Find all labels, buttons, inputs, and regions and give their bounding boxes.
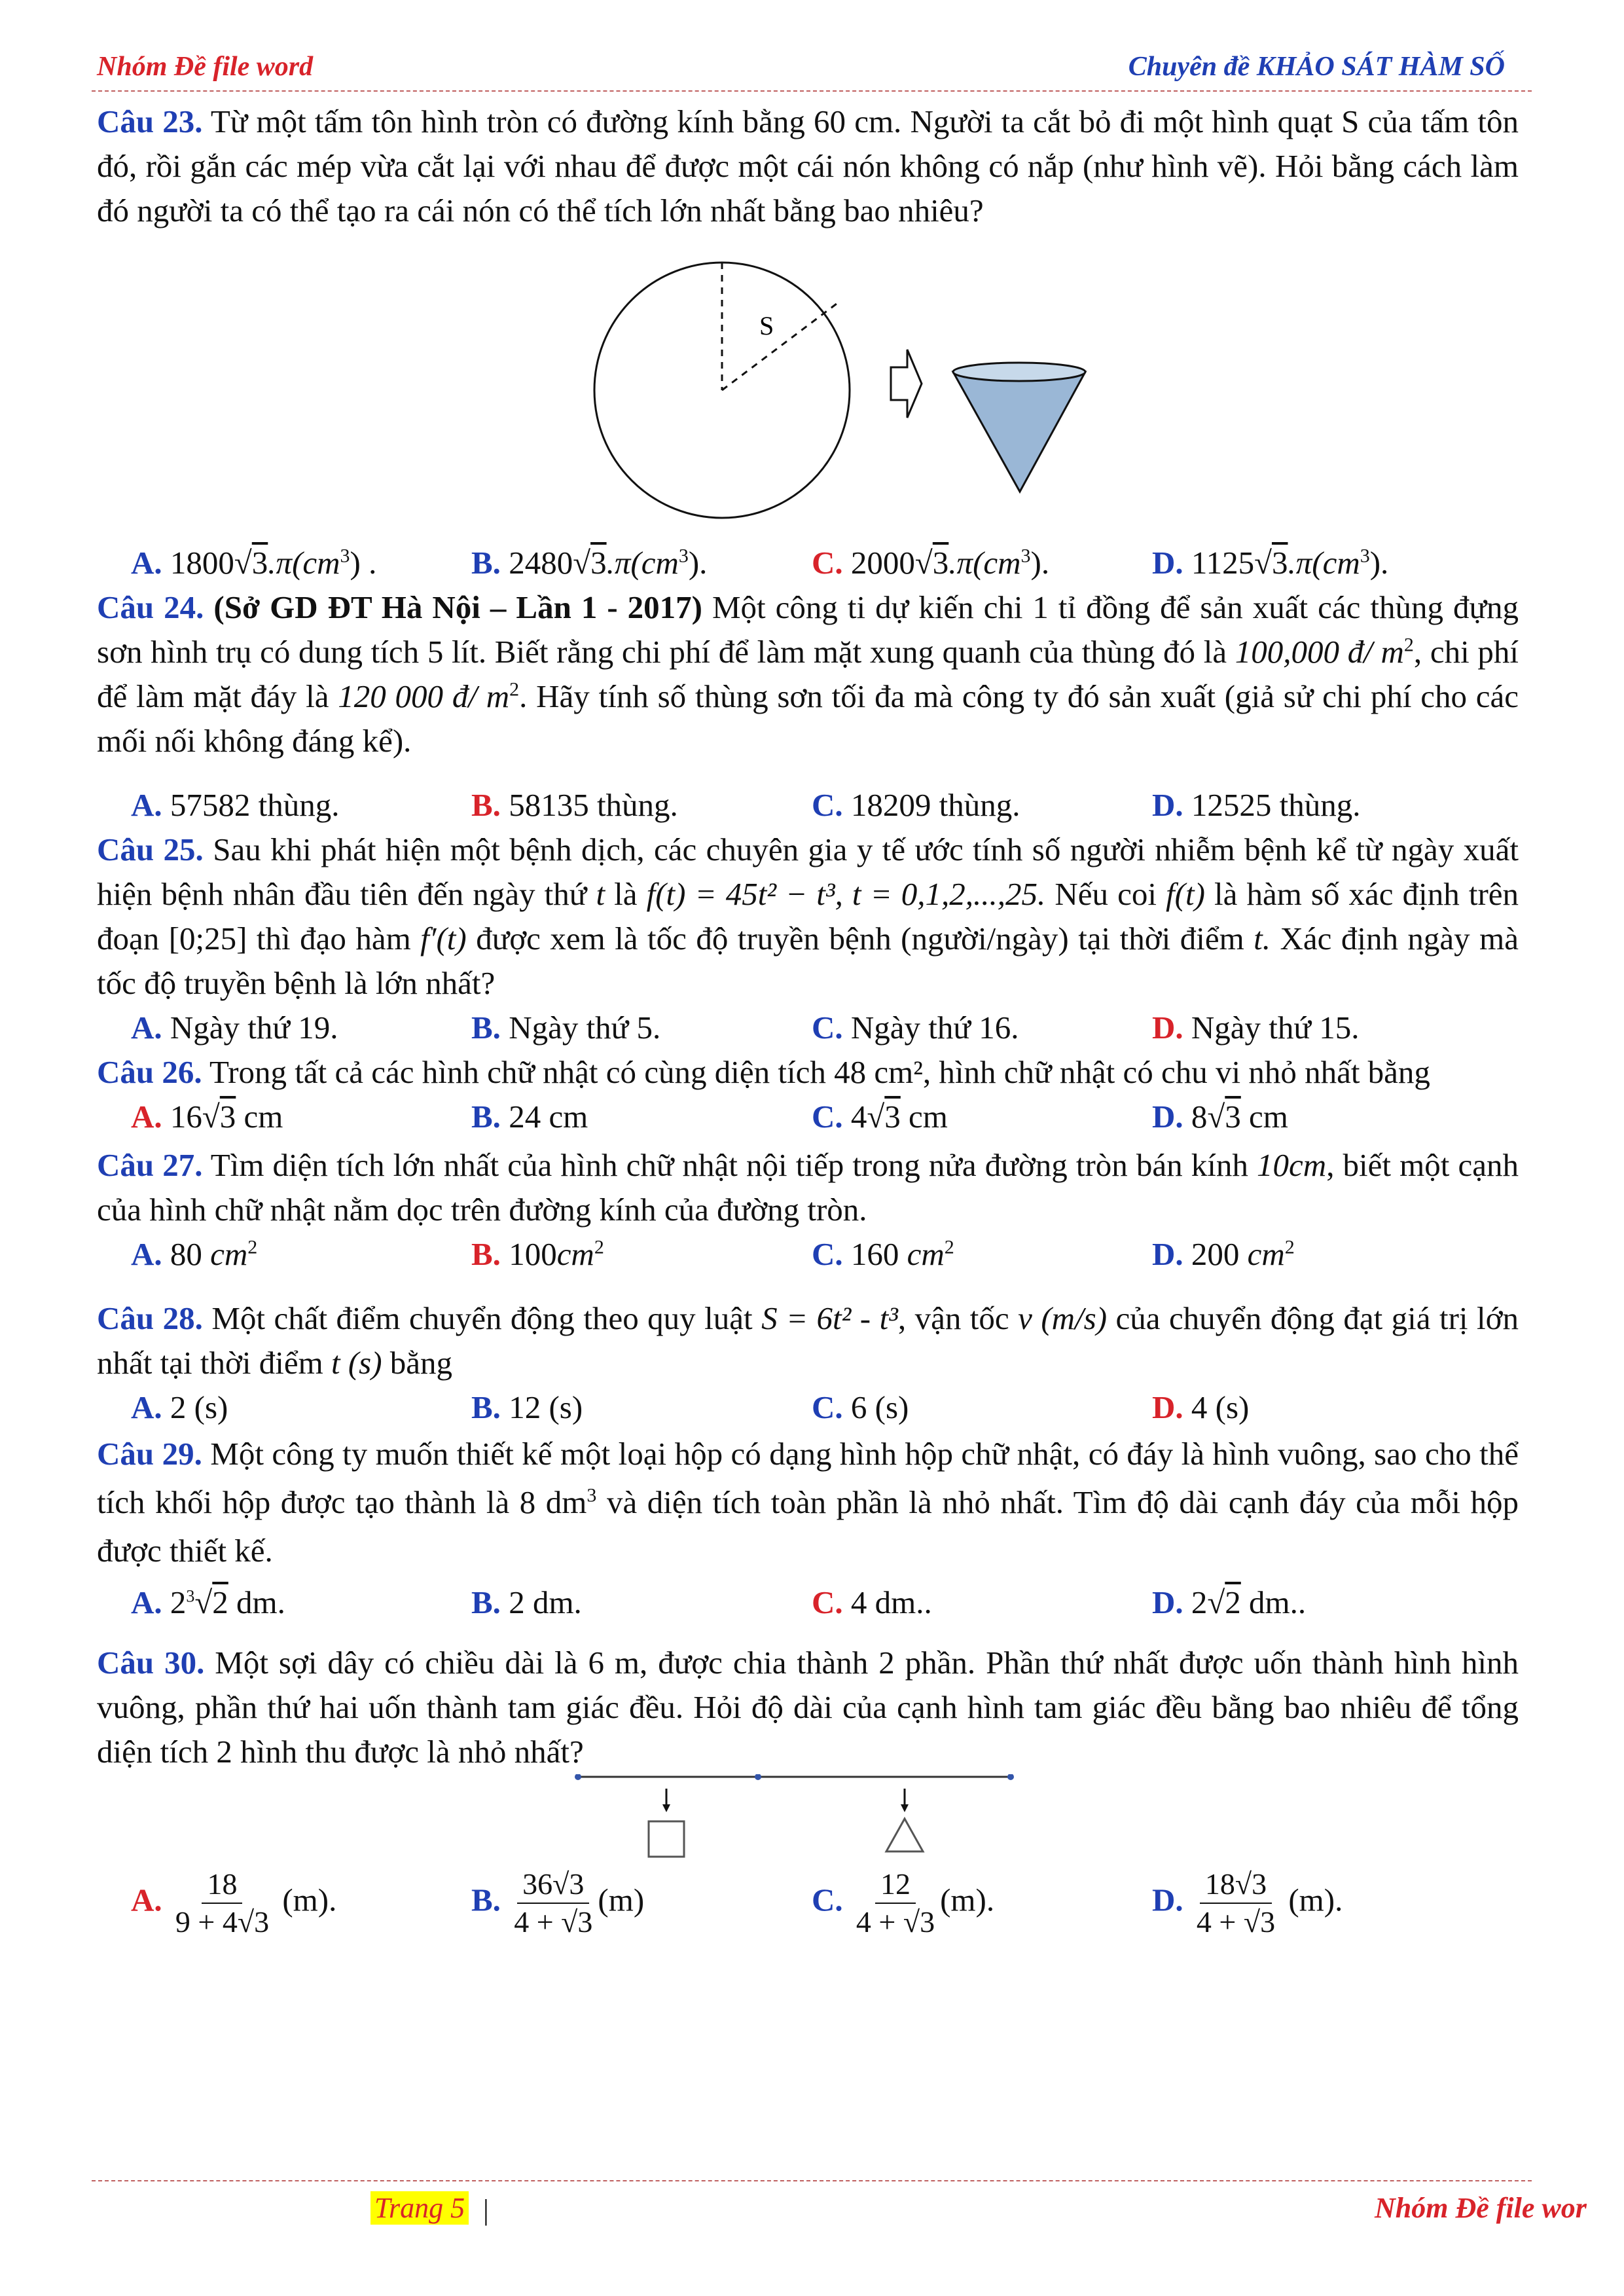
question-number: Câu 27. xyxy=(97,1147,203,1183)
question-list xyxy=(97,100,1519,1941)
option-c[interactable]: C. 18209 thùng. xyxy=(812,787,1020,823)
option-a[interactable]: A. 16√3 cm xyxy=(131,1099,283,1135)
options-26 xyxy=(131,1095,1519,1139)
option-a[interactable]: A. 57582 thùng. xyxy=(131,787,340,823)
question-30: Câu 30. Một sợi dây có chiều dài là 6 m, được chia thành 2 phần. Phần thứ nhất được uốn thành hình hình vuông, phần thứ hai uốn thành tam giác đều. Hỏi độ dài của cạnh hình tam giác đều bằng bao nhiêu để tổng diện tích 2 hình thu được là nhỏ nhất? xyxy=(97,1645,1519,1770)
options-30 xyxy=(131,1866,1519,1941)
wire-figure xyxy=(97,1774,1519,1859)
question-25: Câu 25. Sau khi phát hiện một bệnh dịch, các chuyên gia y tế ước tính số người nhiễm bệnh kể từ ngày xuất hiện bệnh nhân đầu tiên đến ngày thứ t là f(t) = 45t² − t³, t = 0,1,2,...,25. Nếu coi f(t) là hàm số xác định trên đoạn [0;25] thì đạo hàm f′(t) được xem là tốc độ truyền bệnh (người/ngày) tại thời điểm t. Xác định ngày mà tốc độ truyền bệnh là lớn nhất? xyxy=(97,831,1519,1001)
option-d[interactable]: D. Ngày thứ 15. xyxy=(1152,1010,1360,1046)
question-23 xyxy=(97,100,1519,233)
cone-figure xyxy=(97,233,1519,541)
options-24 xyxy=(131,783,1519,828)
header-group-name: Nhóm Đề file word xyxy=(97,52,314,82)
question-number: Câu 30. xyxy=(97,1645,205,1681)
option-b[interactable]: B. 24 cm xyxy=(471,1099,588,1135)
question-24: Câu 24. (Sở GD ĐT Hà Nội – Lần 1 - 2017) Một công ti dự kiến chi 1 tỉ đồng để sản xuất các thùng đựng sơn hình trụ có dung tích 5 lít. Biết rằng chi phí để làm mặt xung quanh của thùng đó là 100,000 đ/ $m^2$, chi phí để làm mặt đáy là 120 000 đ/ $m^2$. Hãy tính số thùng sơn tối đa mà công ty đó sản xuất (giả sử chi phí cho các mối nối không đáng kể). xyxy=(97,589,1519,759)
option-c[interactable]: C. 4 dm.. xyxy=(812,1584,932,1620)
header-topic xyxy=(1128,51,1505,82)
question-29: Câu 29. Một công ty muốn thiết kế một loại hộp có dạng hình hộp chữ nhật, có đáy là hình vuông, sao cho thể tích khối hộp được tạo thành là 8 $dm^3$ và diện tích toàn phần là nhỏ nhất. Tìm độ dài cạnh đáy của mỗi hộp được thiết kế. xyxy=(97,1436,1519,1569)
options-28 xyxy=(131,1385,1519,1430)
option-d[interactable]: D. 4 (s) xyxy=(1152,1389,1250,1425)
question-number: Câu 24. xyxy=(97,589,204,625)
question-number: Câu 25. xyxy=(97,831,204,867)
footer-divider xyxy=(92,2180,1532,2181)
option-b[interactable]: B. Ngày thứ 5. xyxy=(471,1010,661,1046)
options-25 xyxy=(131,1006,1519,1050)
option-b[interactable]: B. $2480√3.\pi(cm^3)$. xyxy=(471,545,708,581)
option-d[interactable]: D. 2√2 dm.. xyxy=(1152,1584,1307,1620)
question-27: Câu 27. Tìm diện tích lớn nhất của hình chữ nhật nội tiếp trong nửa đường tròn bán kính 10cm, biết một cạnh của hình chữ nhật nằm dọc trên đường kính của đường tròn. xyxy=(97,1147,1519,1228)
option-c[interactable]: C. $2000√3.\pi(cm^3)$. xyxy=(812,545,1050,581)
wire-split-point xyxy=(755,1774,761,1780)
down-arrow-icon xyxy=(662,1804,670,1812)
option-a[interactable]: A. $2^3√2$ dm. xyxy=(131,1584,285,1620)
footer-separator: | xyxy=(483,2194,489,2226)
option-a[interactable]: A. $\frac{18}{9 + 4√3}$ (m). xyxy=(131,1867,337,1939)
header-divider xyxy=(92,90,1532,92)
option-b[interactable]: B. 2 dm. xyxy=(471,1584,582,1620)
option-c[interactable]: C. 160 $cm^2$ xyxy=(812,1236,954,1272)
wire-end-left xyxy=(575,1774,581,1780)
page-number: Trang 5 xyxy=(370,2191,469,2225)
square-shape xyxy=(649,1821,684,1857)
question-26: Câu 26. Trong tất cả các hình chữ nhật có cùng diện tích 48 cm², hình chữ nhật có chu vi nhỏ nhất bằng xyxy=(97,1054,1430,1090)
down-arrow-icon xyxy=(901,1804,909,1812)
footer-group-name: Nhóm Đề file wor xyxy=(1375,2192,1587,2224)
options-29 xyxy=(131,1580,1519,1625)
option-b[interactable]: B. 58135 thùng. xyxy=(471,787,678,823)
wire-end-right xyxy=(1007,1774,1014,1780)
options-23 xyxy=(131,541,1519,585)
question-number: Câu 29. xyxy=(97,1436,202,1472)
header-topic-prefix: Chuyên đề xyxy=(1128,52,1257,82)
question-text: Từ một tấm tôn hình tròn có đường kính bằng 60 cm. Người ta cắt bỏ đi một hình quạt S của tấm tôn đó, rồi gắn các mép vừa cắt lại với nhau để được một cái nón không có nắp (như hình vẽ). Hỏi bằng cách làm đó người ta có thể tạo ra cái nón có thể tích lớn nhất bằng bao nhiêu? xyxy=(97,103,1519,228)
option-c[interactable]: C. 4√3 cm xyxy=(812,1099,948,1135)
arrow-icon xyxy=(891,350,922,418)
question-number: Câu 26. xyxy=(97,1054,202,1090)
option-c[interactable]: C. $\frac{12}{4 + √3}$ (m). xyxy=(812,1867,995,1939)
header-topic-title: KHẢO SÁT HÀM SỐ xyxy=(1256,52,1505,82)
option-c[interactable]: C. Ngày thứ 16. xyxy=(812,1010,1019,1046)
option-a[interactable]: A. 2 (s) xyxy=(131,1389,228,1425)
sector-label: S xyxy=(759,311,774,340)
question-28: Câu 28. Một chất điểm chuyển động theo quy luật S = 6t² - t³, vận tốc v (m/s) của chuyển động đạt giá trị lớn nhất tại thời điểm t (s) bằng xyxy=(97,1300,1519,1381)
option-b[interactable]: B. 12 (s) xyxy=(471,1389,583,1425)
cone-shape xyxy=(953,372,1085,492)
option-d[interactable]: D. 8√3 cm xyxy=(1152,1099,1288,1135)
option-a[interactable]: A. 80 $cm^2$ xyxy=(131,1236,258,1272)
option-d[interactable]: D. 200 $cm^2$ xyxy=(1152,1236,1295,1272)
option-d[interactable]: D. $1125√3.\pi(cm^3)$. xyxy=(1152,545,1389,581)
option-b[interactable]: B. $100cm^2$ xyxy=(471,1236,604,1272)
question-source: (Sở GD ĐT Hà Nội – Lần 1 - 2017) xyxy=(213,589,702,625)
triangle-shape xyxy=(886,1819,923,1851)
sector-edge-2 xyxy=(722,304,837,390)
option-a[interactable]: A. $1800√3.\pi(cm^3)$ . xyxy=(131,545,377,581)
option-c[interactable]: C. 6 (s) xyxy=(812,1389,909,1425)
question-number: Câu 28. xyxy=(97,1300,203,1336)
option-b[interactable]: B. $\frac{36√3}{4 + √3}$ (m) xyxy=(471,1867,645,1939)
option-a[interactable]: A. Ngày thứ 19. xyxy=(131,1010,338,1046)
option-d[interactable]: D. 12525 thùng. xyxy=(1152,787,1361,823)
cone-rim xyxy=(953,363,1085,381)
options-27 xyxy=(131,1232,1519,1277)
question-number: Câu 23. xyxy=(97,103,203,139)
option-d[interactable]: D. $\frac{18√3}{4 + √3}$ (m). xyxy=(1152,1867,1343,1939)
